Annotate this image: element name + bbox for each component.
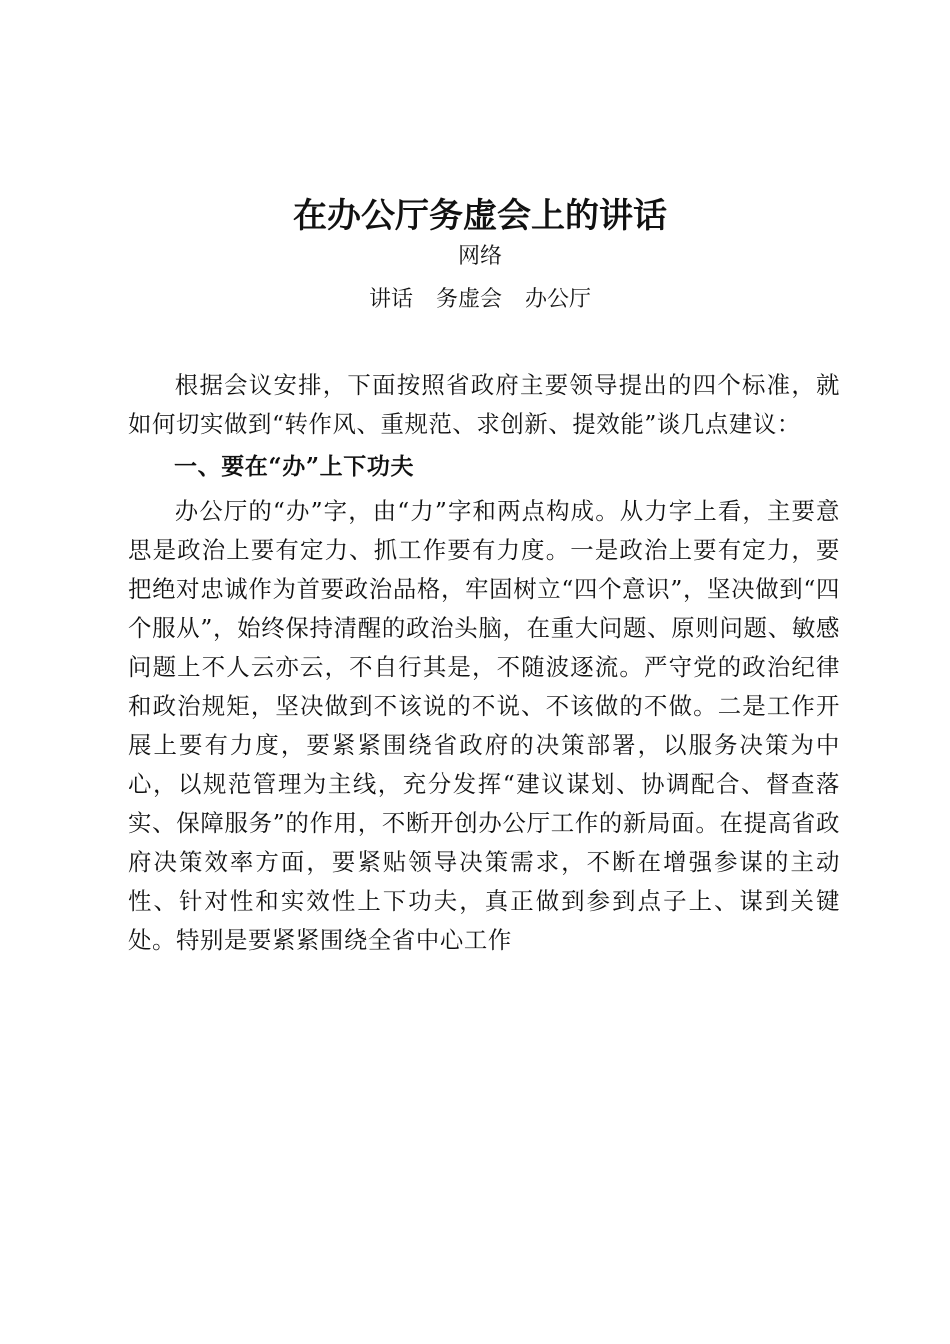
intro-paragraph: 根据会议安排，下面按照省政府主要领导提出的四个标准，就如何切实做到“转作风、重规范、求创新、提效能”谈几点建议：	[128, 371, 840, 438]
keyword: 务虚会	[435, 287, 502, 312]
document-body	[128, 366, 840, 960]
body-paragraph: 办公厅的“办”字，由“力”字和两点构成。从力字上看，主要意思是政治上要有定力、抓工作要有力度。一是政治上要有定力，要把绝对忠诚作为首要政治品格，牢固树立“四个意识”，坚决做到“四个服从”，始终保持清醒的政治头脑，在重大问题、原则问题、敏感问题上不人云亦云，不自行其是，不随波逐流。严守党的政治纪律和政治规矩，坚决做到不该说的不说、不该做的不做。二是工作开展上要有力度，要紧紧围绕省政府的决策部署，以服务决策为中心，以规范管理为主线，充分发挥“建议谋划、协调配合、督查落实、保障服务”的作用，不断开创办公厅工作的新局面。在提高省政府决策效率方面，要紧贴领导决策需求，不断在增强参谋的主动性、针对性和实效性上下功夫，真正做到参到点子上、谋到关键处。特别是要紧紧围绕全省中心工作	[128, 497, 840, 954]
keyword: 办公厅	[525, 287, 592, 312]
author-line: 网络	[457, 244, 502, 269]
page-title: 在办公厅务虚会上的讲话	[293, 196, 667, 236]
keyword: 讲话	[368, 287, 413, 312]
keywords-line	[0, 283, 950, 317]
section-heading: 一、要在“办”上下功夫	[174, 453, 415, 480]
